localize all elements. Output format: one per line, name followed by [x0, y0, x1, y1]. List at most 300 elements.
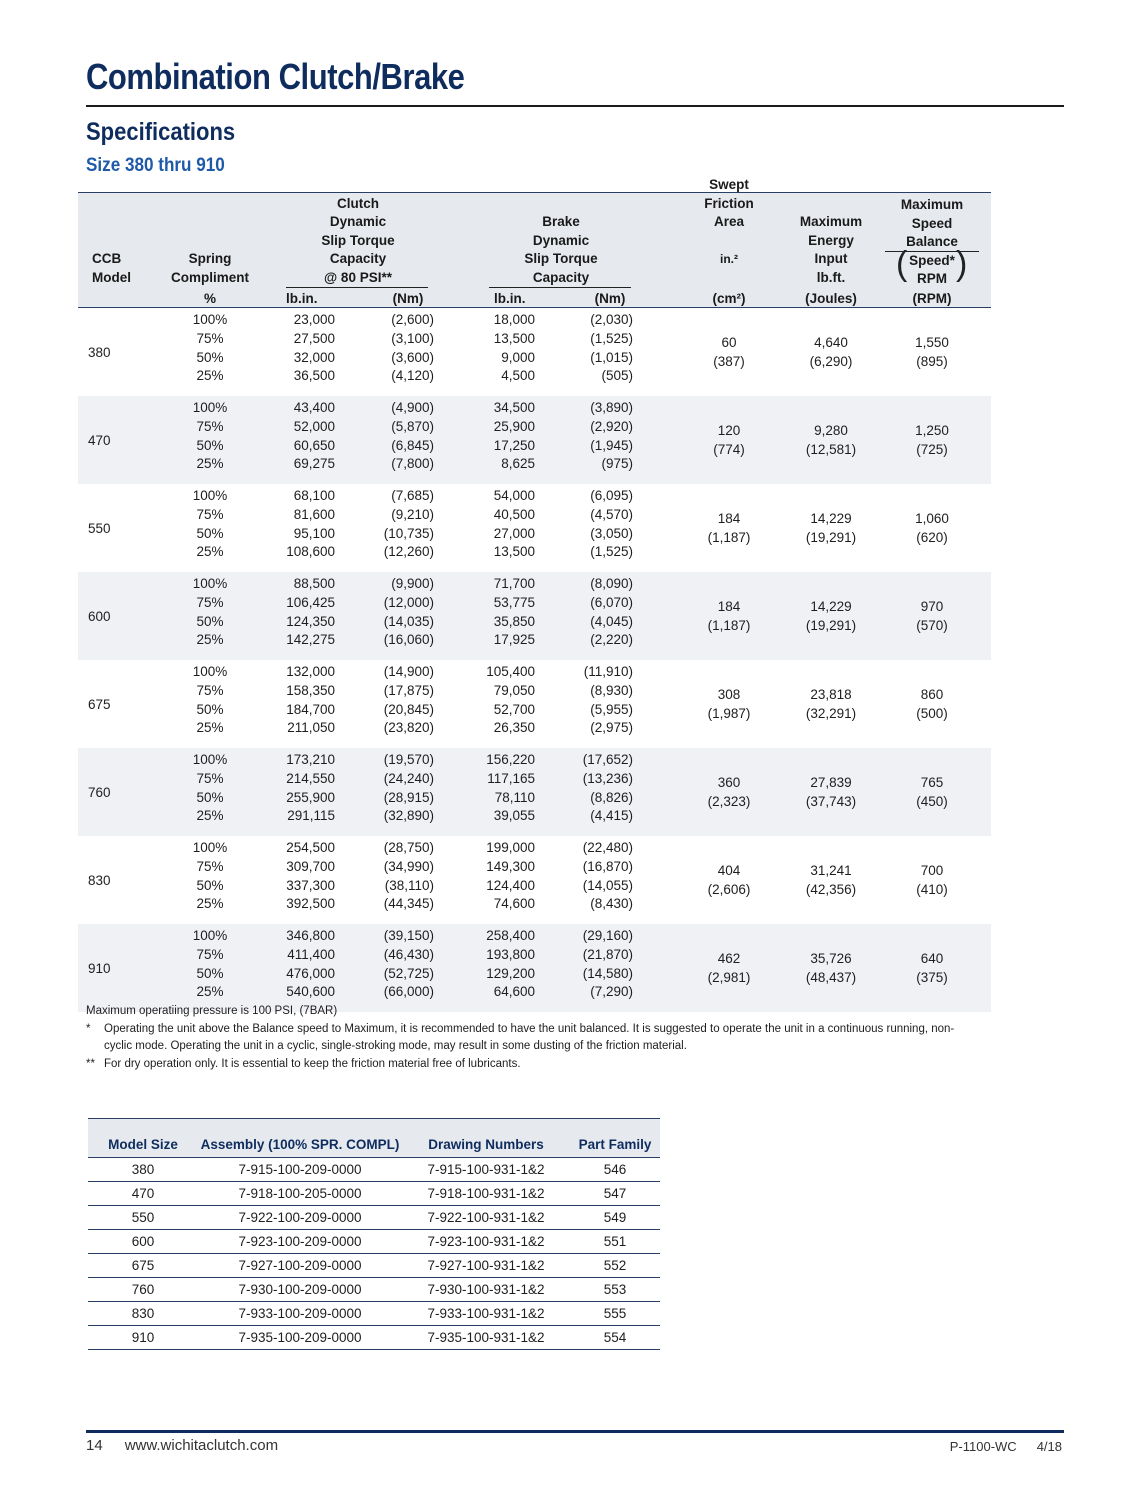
cell-clutch-lbin-value: 81,600: [293, 506, 335, 522]
cell-brake-nm: [575, 663, 633, 738]
cell-energy: [786, 660, 876, 748]
cell-clutch-nm: [376, 311, 434, 386]
cell-brake-nm-value: (4,045): [590, 613, 633, 629]
cell-spring-value: 25%: [196, 368, 224, 384]
cell-brake-lbin-value: 40,500: [493, 506, 535, 522]
page-title: Combination Clutch/Brake: [86, 56, 465, 97]
cell-assembly: 7-923-100-209-0000: [198, 1230, 402, 1254]
cell-clutch-lbin-value: 52,000: [293, 418, 335, 434]
cell-speed: [884, 836, 980, 924]
header-brake-nm: (Nm): [594, 291, 626, 306]
header-spring: Spring Compliment: [170, 251, 249, 285]
cell-clutch-nm-value: (5,870): [391, 418, 434, 434]
cell-energy: [786, 836, 876, 924]
cell-clutch-nm: [376, 663, 434, 738]
cell-swept-area-metric: (387): [713, 354, 745, 369]
cell-swept-area-primary: 120: [717, 423, 741, 438]
cell-clutch-nm: [376, 839, 434, 914]
website-link[interactable]: www.wichitaclutch.com: [124, 1437, 279, 1454]
cell-spring-value: 50%: [196, 701, 224, 717]
cell-assembly: 7-918-100-205-0000: [198, 1182, 402, 1206]
cell-energy-metric: (48,437): [805, 970, 857, 985]
note-balance: * Operating the unit above the Balance speed to Maximum, it is recommended to have the unit balanced. It is suggested to operate the unit in a continuous running, non-cyclic mode. Operating the unit in a cyclic, single-stroking mode, may result in some dusting of the friction material.: [86, 1023, 955, 1052]
cell-spring-value: 25%: [196, 456, 224, 472]
cell-brake-lbin-value: 124,400: [486, 877, 535, 893]
cell-spring: [166, 487, 254, 562]
cell-brake-lbin-value: 27,000: [493, 525, 535, 541]
cell-model-size: 760: [88, 1278, 198, 1302]
spec-row: [78, 572, 991, 660]
cell-clutch-nm-value: (16,060): [383, 632, 434, 648]
cell-brake-lbin-value: 13,500: [493, 330, 535, 346]
header-brake-lbin: lb.in.: [494, 291, 526, 306]
cell-swept-area-metric: (1,987): [707, 706, 751, 721]
cell-clutch-lbin: [283, 311, 335, 386]
cell-clutch-nm-value: (28,915): [383, 789, 434, 805]
spec-table-body: [78, 308, 991, 1012]
right-paren-glyph: ): [956, 245, 968, 283]
cell-swept-area: [686, 748, 772, 836]
cell-brake-lbin-value: 39,055: [493, 808, 535, 824]
cell-clutch-nm-value: (28,750): [383, 840, 434, 855]
cell-assembly: 7-915-100-209-0000: [198, 1158, 402, 1182]
footer-left: [86, 1437, 278, 1454]
cell-drawing-number: 7-930-100-931-1&2: [402, 1278, 570, 1302]
cell-swept-area-metric: (2,323): [707, 794, 751, 809]
cell-brake-lbin: [483, 399, 535, 474]
cell-spring-value: 50%: [196, 789, 224, 805]
cell-model: 910: [88, 960, 111, 976]
doc-date: 4/18: [1036, 1439, 1062, 1454]
cell-brake-nm-value: (1,015): [590, 349, 633, 365]
cell-clutch-nm: [376, 927, 434, 1002]
cell-brake-nm-value: (3,050): [590, 525, 633, 541]
cell-clutch-nm-value: (17,875): [383, 682, 434, 698]
cell-brake-lbin-value: 117,165: [487, 770, 535, 786]
cell-clutch-lbin: [283, 575, 335, 650]
cell-brake-lbin: [483, 487, 535, 562]
cell-clutch-lbin: [283, 487, 335, 562]
cell-energy-primary: 4,640: [814, 335, 848, 350]
cell-brake-nm-value: (4,415): [590, 808, 633, 824]
cell-clutch-lbin-value: 68,100: [293, 488, 335, 503]
cell-model-size: 470: [88, 1182, 198, 1206]
footer-right: [950, 1439, 1062, 1454]
cell-energy-metric: (6,290): [809, 354, 853, 369]
cell-swept-area: [686, 484, 772, 572]
cell-speed-metric: (620): [916, 530, 948, 545]
footer-divider: [86, 1430, 1064, 1433]
spec-table-header: [78, 177, 991, 308]
header-speed-unit: (RPM): [912, 291, 952, 306]
cell-brake-lbin-value: 149,300: [486, 858, 535, 874]
cell-spring-value: 25%: [196, 720, 224, 736]
cell-clutch-lbin-value: 108,600: [286, 544, 335, 560]
cell-assembly: 7-933-100-209-0000: [198, 1302, 402, 1326]
cell-brake-nm-value: (6,095): [590, 488, 633, 503]
cell-spring-value: 50%: [196, 965, 224, 981]
cell-brake-nm: [575, 927, 633, 1002]
cell-energy-primary: 31,241: [810, 863, 852, 878]
cell-brake-nm-value: (6,070): [590, 594, 633, 610]
cell-clutch-lbin-value: 337,300: [286, 877, 335, 893]
cell-clutch-nm-value: (10,735): [383, 525, 434, 541]
cell-spring-value: 25%: [196, 808, 224, 824]
cell-clutch-nm-value: (66,000): [383, 984, 434, 1000]
cell-drawing-number: 7-927-100-931-1&2: [402, 1254, 570, 1278]
cell-swept-area-primary: 404: [717, 863, 741, 878]
cell-brake-nm-value: (11,910): [583, 664, 633, 679]
spec-row: [78, 308, 991, 396]
cell-swept-area: [686, 836, 772, 924]
cell-energy-primary: 23,818: [810, 687, 852, 702]
cell-brake-lbin-value: 53,775: [493, 594, 535, 610]
cell-energy-primary: 14,229: [810, 511, 852, 526]
cell-speed: [884, 484, 980, 572]
cell-clutch-lbin: [283, 399, 335, 474]
cell-part-family: 553: [570, 1278, 660, 1302]
cell-brake-nm-value: (1,525): [590, 544, 633, 560]
header-clutch-rule: [286, 287, 428, 288]
cell-swept-area-primary: 184: [717, 599, 741, 614]
cell-spring: [166, 311, 254, 386]
cell-brake-nm-value: (505): [601, 368, 633, 384]
table-row: [88, 1206, 660, 1230]
cell-speed: [884, 396, 980, 484]
cell-drawing-number: 7-922-100-931-1&2: [402, 1206, 570, 1230]
cell-clutch-lbin-value: 346,800: [286, 928, 335, 943]
cell-model: 380: [88, 344, 111, 360]
cell-swept-area: [686, 572, 772, 660]
cell-clutch-nm-value: (44,345): [383, 896, 434, 912]
cell-drawing-number: 7-918-100-931-1&2: [402, 1182, 570, 1206]
cell-part-family: 546: [570, 1158, 660, 1182]
cell-swept-area-primary: 360: [717, 775, 741, 790]
cell-spring-value: 25%: [196, 544, 224, 560]
cell-spring-value: 75%: [196, 594, 224, 610]
cell-energy: [786, 484, 876, 572]
cell-brake-lbin: [483, 663, 535, 738]
cell-brake-lbin-value: 199,000: [486, 840, 535, 855]
header-model: CCB Model: [92, 251, 131, 285]
table-row: [88, 1302, 660, 1326]
cell-brake-nm: [575, 399, 633, 474]
cell-brake-lbin-value: 4,500: [501, 368, 535, 384]
cell-swept-area: [686, 396, 772, 484]
cell-clutch-nm-value: (34,990): [383, 858, 434, 874]
spec-row: [78, 924, 991, 1012]
cell-spring-value: 100%: [192, 400, 228, 415]
header-speed: Maximum Speed Balance: [900, 197, 964, 249]
cell-energy-primary: 14,229: [810, 599, 852, 614]
spec-row: [78, 484, 991, 572]
cell-brake-nm-value: (14,580): [582, 965, 633, 981]
section-title: Specifications: [86, 118, 236, 146]
cell-brake-lbin-value: 156,220: [486, 752, 535, 767]
note-pressure: Maximum operatiing pressure is 100 PSI, (7BAR): [86, 1005, 338, 1017]
cell-model: 760: [88, 784, 111, 800]
part-numbers-table: [88, 1118, 660, 1350]
cell-brake-nm-value: (21,870): [582, 946, 633, 962]
cell-assembly: 7-930-100-209-0000: [198, 1278, 402, 1302]
cell-brake-nm: [575, 839, 633, 914]
cell-clutch-lbin-value: 95,100: [293, 525, 335, 541]
cell-spring: [166, 399, 254, 474]
cell-spring: [166, 575, 254, 650]
notes: [86, 1003, 966, 1074]
col-header-part-family: Part Family: [570, 1119, 660, 1158]
cell-brake-nm-value: (29,160): [582, 928, 633, 943]
cell-spring-value: 100%: [192, 576, 228, 591]
cell-speed-primary: 1,060: [915, 511, 949, 526]
cell-clutch-nm-value: (46,430): [383, 946, 434, 962]
cell-clutch-lbin-value: 43,400: [293, 400, 335, 415]
cell-clutch-nm-value: (19,570): [383, 752, 434, 767]
cell-brake-lbin: [483, 311, 535, 386]
cell-clutch-lbin-value: 540,600: [286, 984, 335, 1000]
cell-spring-value: 50%: [196, 525, 224, 541]
cell-clutch-nm: [376, 399, 434, 474]
cell-spring-value: 100%: [192, 664, 228, 679]
part-numbers-header-row: [88, 1119, 660, 1158]
cell-speed-metric: (375): [916, 970, 948, 985]
cell-spring-value: 75%: [196, 770, 224, 786]
header-energy-unit: (Joules): [805, 291, 857, 306]
cell-clutch-nm-value: (39,150): [383, 928, 434, 943]
cell-clutch-nm: [376, 487, 434, 562]
cell-brake-nm-value: (4,570): [590, 506, 633, 522]
cell-spring: [166, 839, 254, 914]
cell-energy-metric: (12,581): [805, 442, 857, 457]
cell-brake-nm: [575, 311, 633, 386]
cell-speed-primary: 765: [920, 775, 944, 790]
cell-spring-value: 100%: [192, 928, 228, 943]
cell-clutch-lbin-value: 184,700: [286, 701, 335, 717]
header-clutch-nm: (Nm): [392, 291, 424, 306]
spec-row: [78, 660, 991, 748]
cell-clutch-lbin-value: 32,000: [293, 349, 335, 365]
cell-speed: [884, 924, 980, 1012]
cell-brake-lbin-value: 18,000: [493, 312, 535, 327]
cell-brake-nm-value: (2,030): [590, 312, 633, 327]
cell-clutch-nm-value: (38,110): [384, 877, 434, 893]
cell-clutch-lbin-value: 291,115: [287, 808, 335, 824]
cell-spring-value: 75%: [196, 418, 224, 434]
cell-clutch-nm-value: (12,260): [383, 544, 434, 560]
cell-assembly: 7-935-100-209-0000: [198, 1326, 402, 1350]
cell-brake-lbin-value: 17,925: [493, 632, 535, 648]
cell-spring-value: 75%: [196, 858, 224, 874]
cell-brake-lbin: [483, 927, 535, 1002]
cell-brake-nm-value: (1,945): [590, 437, 633, 453]
cell-energy: [786, 924, 876, 1012]
cell-spring-value: 25%: [196, 984, 224, 1000]
cell-brake-lbin-value: 79,050: [493, 682, 535, 698]
cell-speed: [884, 572, 980, 660]
cell-swept-area-metric: (1,187): [707, 530, 751, 545]
table-row: [88, 1254, 660, 1278]
table-row: [88, 1278, 660, 1302]
col-header-model-size: Model Size: [88, 1119, 198, 1158]
cell-brake-lbin-value: 54,000: [493, 488, 535, 503]
cell-model-size: 380: [88, 1158, 198, 1182]
cell-spring-value: 25%: [196, 632, 224, 648]
cell-model-size: 830: [88, 1302, 198, 1326]
cell-clutch-lbin-value: 36,500: [293, 368, 335, 384]
cell-brake-lbin-value: 9,000: [501, 349, 535, 365]
cell-speed-metric: (895): [916, 354, 948, 369]
cell-clutch-nm-value: (6,845): [391, 437, 434, 453]
cell-speed-primary: 1,250: [915, 423, 949, 438]
cell-brake-lbin-value: 52,700: [493, 701, 535, 717]
cell-brake-lbin-value: 74,600: [493, 896, 535, 912]
cell-clutch-nm-value: (9,900): [391, 576, 434, 591]
cell-model-size: 675: [88, 1254, 198, 1278]
left-paren-glyph: (: [896, 245, 908, 283]
cell-brake-lbin-value: 13,500: [493, 544, 535, 560]
cell-brake-lbin-value: 193,800: [486, 946, 535, 962]
cell-energy: [786, 396, 876, 484]
cell-brake-nm-value: (8,430): [590, 896, 633, 912]
cell-clutch-lbin: [283, 663, 335, 738]
cell-spring-value: 50%: [196, 613, 224, 629]
title-divider: [86, 105, 1064, 107]
cell-energy-metric: (19,291): [805, 618, 857, 633]
cell-speed-primary: 640: [920, 951, 944, 966]
cell-clutch-nm-value: (24,240): [383, 770, 434, 786]
cell-clutch-nm-value: (3,600): [391, 349, 434, 365]
cell-speed: [884, 748, 980, 836]
cell-spring: [166, 751, 254, 826]
cell-spring: [166, 663, 254, 738]
cell-brake-lbin-value: 17,250: [493, 437, 535, 453]
col-header-assembly: Assembly (100% SPR. COMPL): [198, 1119, 402, 1158]
cell-part-family: 549: [570, 1206, 660, 1230]
cell-model-size: 550: [88, 1206, 198, 1230]
cell-clutch-lbin: [283, 927, 335, 1002]
cell-brake-lbin: [483, 575, 535, 650]
col-header-drawing: Drawing Numbers: [402, 1119, 570, 1158]
cell-brake-nm-value: (3,890): [590, 400, 633, 415]
cell-spring-value: 50%: [196, 877, 224, 893]
cell-spring-value: 75%: [196, 946, 224, 962]
cell-clutch-nm: [376, 751, 434, 826]
cell-model: 830: [88, 872, 111, 888]
cell-brake-nm-value: (2,975): [590, 720, 633, 736]
cell-speed-metric: (725): [916, 442, 948, 457]
cell-speed-metric: (570): [916, 618, 948, 633]
header-brake-rule: [489, 287, 631, 288]
header-swept-unit: (cm²): [712, 291, 746, 306]
cell-model: 470: [88, 432, 111, 448]
cell-clutch-nm-value: (2,600): [391, 312, 434, 327]
page-number: 14: [86, 1437, 103, 1454]
cell-clutch-lbin-value: 69,275: [293, 456, 335, 472]
header-brake: Brake Dynamic Slip Torque Capacity: [524, 214, 598, 285]
cell-brake-lbin-value: 71,700: [493, 576, 535, 591]
cell-brake-nm: [575, 487, 633, 562]
cell-drawing-number: 7-933-100-931-1&2: [402, 1302, 570, 1326]
cell-spring-value: 75%: [196, 682, 224, 698]
cell-swept-area: [686, 308, 772, 396]
cell-brake-lbin: [483, 839, 535, 914]
cell-brake-nm-value: (22,480): [582, 840, 633, 855]
cell-model-size: 910: [88, 1326, 198, 1350]
cell-brake-nm-value: (975): [601, 456, 633, 472]
cell-part-family: 555: [570, 1302, 660, 1326]
cell-clutch-lbin: [283, 751, 335, 826]
cell-part-family: 551: [570, 1230, 660, 1254]
cell-spring-value: 100%: [192, 752, 228, 767]
cell-spring-value: 100%: [192, 840, 228, 855]
cell-energy-metric: (42,356): [805, 882, 857, 897]
cell-speed-primary: 860: [920, 687, 944, 702]
cell-energy-metric: (32,291): [805, 706, 857, 721]
cell-brake-nm-value: (14,055): [582, 877, 633, 893]
spec-table: [78, 177, 991, 1012]
cell-clutch-lbin-value: 411,400: [287, 946, 335, 962]
cell-brake-lbin-value: 34,500: [493, 400, 535, 415]
cell-clutch-nm: [376, 575, 434, 650]
cell-clutch-lbin-value: 254,500: [286, 840, 335, 855]
cell-energy-primary: 27,839: [810, 775, 852, 790]
cell-energy: [786, 572, 876, 660]
cell-spring: [166, 927, 254, 1002]
table-row: [88, 1182, 660, 1206]
cell-speed: [884, 308, 980, 396]
header-clutch-lbin: lb.in.: [286, 291, 318, 306]
cell-brake-nm-value: (8,090): [590, 576, 633, 591]
cell-clutch-lbin: [283, 839, 335, 914]
cell-model: 600: [88, 608, 111, 624]
cell-clutch-lbin-value: 23,000: [293, 312, 335, 327]
table-row: [88, 1230, 660, 1254]
cell-clutch-nm-value: (7,685): [391, 488, 434, 503]
cell-swept-area-primary: 184: [717, 511, 741, 526]
header-spring-unit: %: [203, 291, 216, 306]
cell-swept-area: [686, 660, 772, 748]
cell-spring-value: 50%: [196, 437, 224, 453]
cell-clutch-lbin-value: 60,650: [293, 437, 335, 453]
cell-swept-area-primary: 308: [717, 687, 741, 702]
cell-swept-area-metric: (1,187): [707, 618, 751, 633]
cell-spring-value: 25%: [196, 896, 224, 912]
cell-brake-lbin-value: 78,110: [494, 789, 535, 805]
cell-swept-area-primary: 60: [721, 335, 737, 350]
note-dry: ** For dry operation only. It is essential to keep the friction material free of lubricants.: [86, 1058, 521, 1070]
cell-drawing-number: 7-935-100-931-1&2: [402, 1326, 570, 1350]
cell-brake-nm: [575, 751, 633, 826]
cell-brake-nm-value: (2,920): [590, 418, 633, 434]
cell-brake-nm-value: (16,870): [582, 858, 633, 874]
cell-brake-nm-value: (2,220): [590, 632, 633, 648]
cell-clutch-lbin-value: 173,210: [286, 752, 335, 767]
cell-spring-value: 75%: [196, 506, 224, 522]
cell-assembly: 7-922-100-209-0000: [198, 1206, 402, 1230]
cell-brake-nm-value: (1,525): [590, 330, 633, 346]
cell-assembly: 7-927-100-209-0000: [198, 1254, 402, 1278]
header-energy: Maximum Energy Input lb.ft.: [799, 214, 863, 285]
cell-model-size: 600: [88, 1230, 198, 1254]
doc-code: P-1100-WC: [949, 1439, 1017, 1454]
table-row: [88, 1326, 660, 1350]
table-row: [88, 1158, 660, 1182]
cell-brake-lbin-value: 26,350: [493, 720, 535, 736]
cell-clutch-lbin-value: 392,500: [286, 896, 335, 912]
cell-clutch-lbin-value: 88,500: [293, 576, 335, 591]
cell-clutch-nm-value: (4,900): [391, 400, 434, 415]
cell-brake-nm-value: (5,955): [590, 701, 633, 717]
